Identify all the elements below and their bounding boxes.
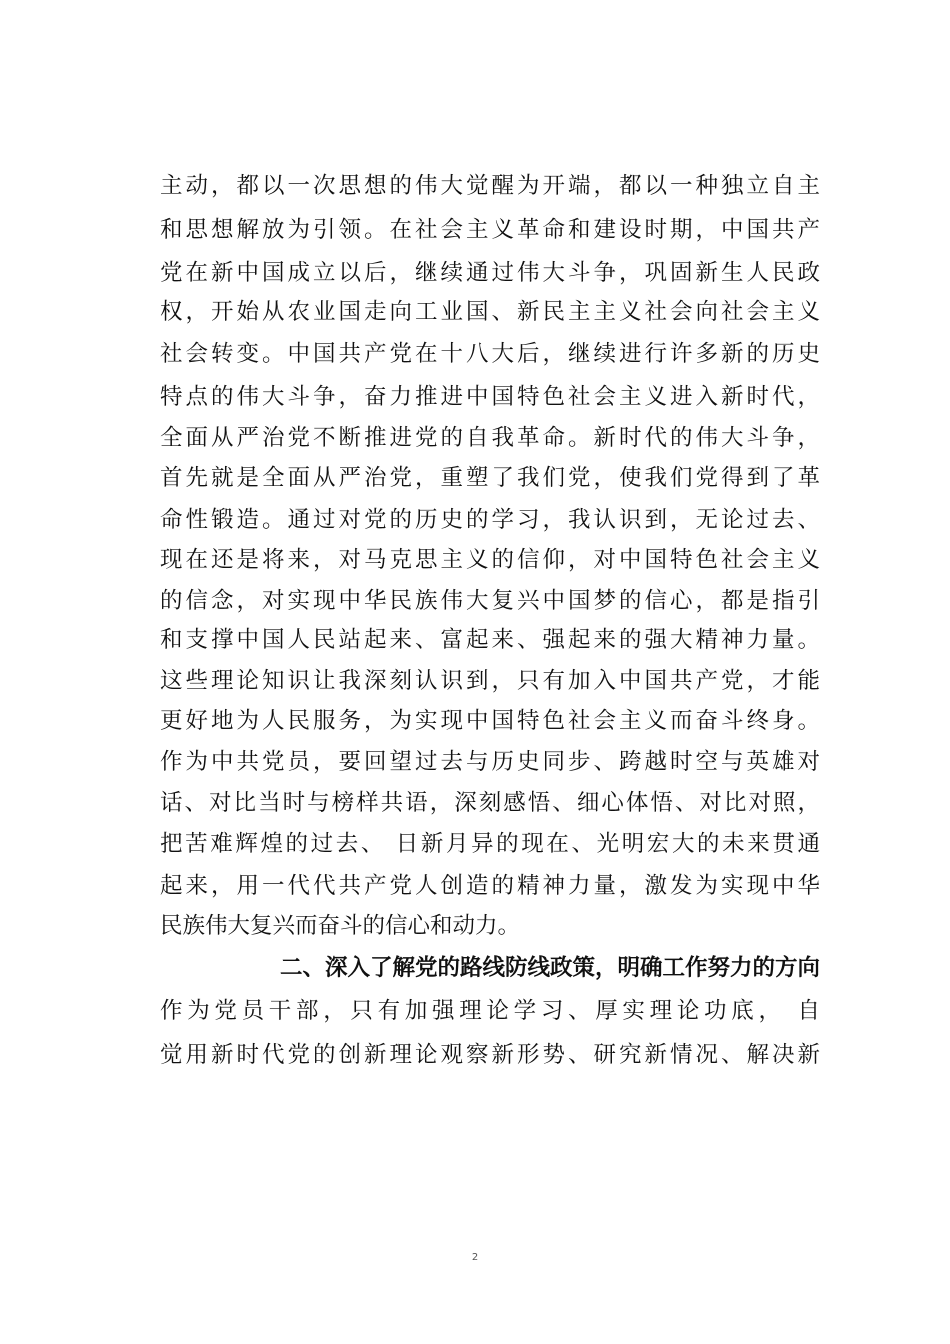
body-text-line: 命性锻造。通过对党的历史的学习，我认识到，无论过去、 [160, 507, 820, 533]
body-text-line: 党在新中国成立以后，继续通过伟大斗争，巩固新生人民政 [160, 260, 820, 286]
body-text-line: 觉用新时代党的创新理论观察新形势、研究新情况、解决新 [160, 1042, 820, 1068]
body-text-line: 更好地为人民服务，为实现中国特色社会主义而奋斗终身。 [160, 708, 820, 734]
body-text-line: 作为党员干部，只有加强理论学习、厚实理论功底， 自 [160, 998, 820, 1024]
body-text-line: 特点的伟大斗争，奋力推进中国特色社会主义进入新时代， [160, 384, 820, 410]
body-text-line: 把苦难辉煌的过去、 日新月异的现在、光明宏大的未来贯通 [160, 831, 820, 857]
body-text-line: 起来，用一代代共产党人创造的精神力量，激发为实现中华 [160, 873, 820, 899]
body-text-line: 民族伟大复兴而奋斗的信心和动力。 [160, 913, 521, 939]
body-text-line: 现在还是将来，对马克思主义的信仰，对中国特色社会主义 [160, 547, 820, 573]
body-text-line: 话、对比当时与榜样共语，深刻感悟、细心体悟、对比对照， [160, 790, 820, 816]
section-heading: 二、深入了解党的路线防线政策，明确工作努力的方向 [279, 955, 820, 981]
body-text-line: 全面从严治党不断推进党的自我革命。新时代的伟大斗争， [160, 425, 820, 451]
body-text-line: 作为中共党员，要回望过去与历史同步、跨越时空与英雄对 [160, 749, 820, 775]
body-text-line: 和支撑中国人民站起来、富起来、强起来的强大精神力量。 [160, 627, 820, 653]
page-number: 2 [471, 1252, 479, 1263]
body-text-line: 这些理论知识让我深刻认识到，只有加入中国共产党，才能 [160, 668, 820, 694]
body-text-line: 主动，都以一次思想的伟大觉醒为开端，都以一种独立自主 [160, 173, 820, 199]
body-text-line: 首先就是全面从严治党，重塑了我们党，使我们党得到了革 [160, 465, 820, 491]
body-text-line: 社会转变。中国共产党在十八大后，继续进行许多新的历史 [160, 341, 820, 367]
body-text-line: 的信念，对实现中华民族伟大复兴中国梦的信心，都是指引 [160, 588, 820, 614]
body-text-line: 权，开始从农业国走向工业国、新民主主义社会向社会主义 [160, 299, 820, 325]
body-text-line: 和思想解放为引领。在社会主义革命和建设时期，中国共产 [160, 217, 820, 243]
